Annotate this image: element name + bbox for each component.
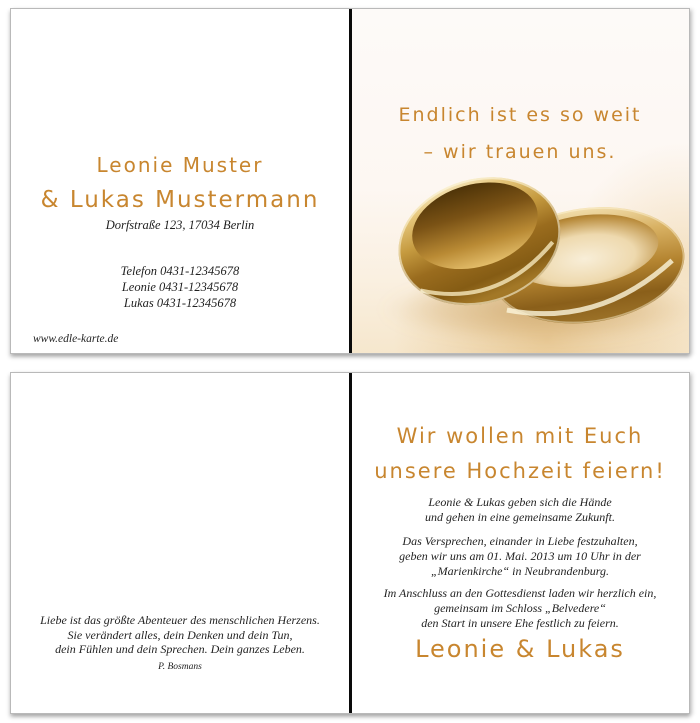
phone-list [11,263,349,311]
name-line-1: Leonie Muster [96,153,264,177]
phone-line: Leonie 0431-12345678 [121,280,239,294]
quote-line: dein Fühlen und dein Sprechen. Dein ganzes Leben. [55,642,305,656]
invitation-headline [351,419,689,489]
fold-divider [349,373,352,713]
quote [11,613,349,674]
quote-line: Sie verändert alles, dein Denken und dein Tun, [67,627,293,642]
phone-line: Lukas 0431-12345678 [123,296,237,310]
wedding-rings-photo [351,9,689,353]
invitation-headline-line-2: unsere Hochzeit feiern! [374,459,666,483]
front-headline-line-2: – wir trauen uns. [423,141,617,163]
invitation-paragraph-3 [351,586,689,631]
paragraph-line: geben wir uns am 01. Mai. 2013 um 10 Uhr in der [399,549,641,563]
website-text: www.edle-karte.de [33,333,119,345]
invitation-paragraph-1 [351,495,689,525]
paragraph-line: Im Anschluss an den Gottesdienst laden wir herzlich ein, [383,586,657,600]
card-back-panel [11,9,349,353]
paragraph-line: Leonie & Lukas geben sich die Hände [428,495,612,509]
wedding-card-inner [10,372,690,714]
card-inner-left-panel [11,373,349,713]
paragraph-line: und gehen in eine gemeinsame Zukunft. [425,510,615,524]
front-headline [351,97,689,171]
quote-line: Liebe ist das größte Abenteuer des menschlichen Herzens. [40,613,320,627]
invitation-headline-line-1: Wir wollen mit Euch [396,424,644,448]
paragraph-line: Das Versprechen, einander in Liebe festzuhalten, [402,534,638,548]
fold-divider [349,9,352,353]
paragraph-line: „Marienkirche“ in Neubrandenburg. [430,564,610,578]
name-line-2: & Lukas Mustermann [40,187,320,213]
quote-author: P. Bosmans [158,661,202,672]
card-front-panel [351,9,689,353]
front-headline-line-1: Endlich ist es so weit [398,104,642,126]
invitation-paragraph-2 [351,534,689,579]
card-inner-right-panel [351,373,689,713]
address: Dorfstraße 123, 17034 Berlin [105,218,255,232]
signature: Leonie & Lukas [415,635,625,663]
wedding-card-outer [10,8,690,354]
paragraph-line: gemeinsam im Schloss „Belvedere“ [434,601,606,615]
couple-names [11,153,349,213]
paragraph-line: den Start in unsere Ehe festlich zu feiern. [421,616,619,630]
phone-line: Telefon 0431-12345678 [120,264,240,278]
